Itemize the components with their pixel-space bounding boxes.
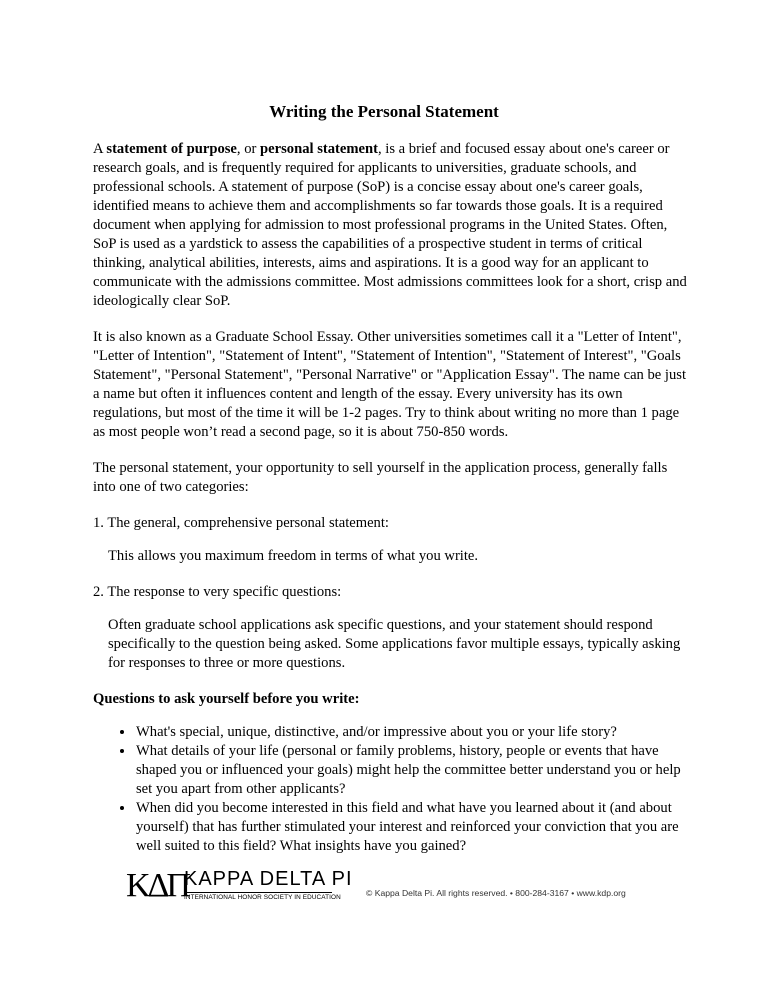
text-run: , is a brief and focused essay about one's career or research goals, and is frequently required for applicants to universities, graduate schools, and professional schools. A statement of purpose (SoP) is a concise essay about one's career goals, identified means to achieve them and accomplishments so far towards those goals. It is a required document when applying for admission to most professional programs in the United States. Often, SoP is used as a yardstick to assess the capabilities of a prospective student in terms of critical thinking, analytical abilities, interests, aims and aspirations. It is a good way for an applicant to communicate with the admissions committee. Most admissions committees look for a short, crisp and ideologically clear SoP. bbox=[93, 141, 687, 309]
categories-intro-paragraph: The personal statement, your opportunity to sell yourself in the application process, generally falls into one of two categories: bbox=[93, 460, 668, 495]
questions-list bbox=[93, 723, 693, 856]
logo-tagline: INTERNATIONAL HONOR SOCIETY IN EDUCATION bbox=[184, 894, 341, 901]
category-label: 1. The general, comprehensive personal statement: bbox=[93, 515, 389, 531]
list-item: • When did you become interested in this field and what have you learned about it (and about yourself) that has further stimulated your interest and reinforced your conviction that you are well suited to this field? What insights have you gained? bbox=[135, 799, 693, 856]
copyright-notice: © Kappa Delta Pi. All rights reserved. • 800-284-3167 • www.kdp.org bbox=[366, 888, 626, 898]
questions-heading: Questions to ask yourself before you write: bbox=[93, 691, 360, 707]
footer bbox=[126, 868, 686, 908]
text-run: , or bbox=[236, 141, 261, 157]
category-label: 2. The response to very specific questions: bbox=[93, 584, 342, 600]
logo-divider bbox=[184, 892, 332, 893]
alt-names-paragraph: It is also known as a Graduate School Essay. Other universities sometimes call it a "Letter of Intent", "Letter of Intention", "Statement of Intent", "Statement of Intention", "Statement of Interest", "Goals Statement", "Personal Statement", "Personal Narrative" or "Application Essay". The name can be just a name but often it influences content and length of the essay. Every university has its own regulations, but most of the time it will be 1-2 pages. Try to think about writing no more than 1 page as most people won’t read a second page, so it is about 750-850 words. bbox=[93, 329, 687, 440]
page-title: Writing the Personal Statement bbox=[269, 102, 499, 121]
logo-letters: ΚΔΠ bbox=[126, 867, 188, 904]
document-body bbox=[93, 140, 693, 856]
kdp-logo-mark bbox=[126, 867, 188, 904]
category-description: Often graduate school applications ask specific questions, and your statement should respond specifically to the question being asked. Some applications favor multiple essays, typically asking for responses to three or more questions. bbox=[108, 617, 681, 671]
logo-name: KAPPA DELTA PI bbox=[184, 868, 353, 890]
text-run: A bbox=[93, 141, 107, 157]
intro-paragraph bbox=[93, 140, 693, 311]
bold-term: personal statement bbox=[260, 141, 378, 157]
bold-term: statement of purpose bbox=[106, 141, 237, 157]
list-item: • What's special, unique, distinctive, and/or impressive about you or your life story? bbox=[135, 723, 693, 742]
list-item: • What details of your life (personal or family problems, history, people or events that have shaped you or influenced your goals) might help the committee better understand you or help set you apart from other applicants? bbox=[135, 742, 693, 799]
category-description: This allows you maximum freedom in terms of what you write. bbox=[108, 548, 479, 564]
